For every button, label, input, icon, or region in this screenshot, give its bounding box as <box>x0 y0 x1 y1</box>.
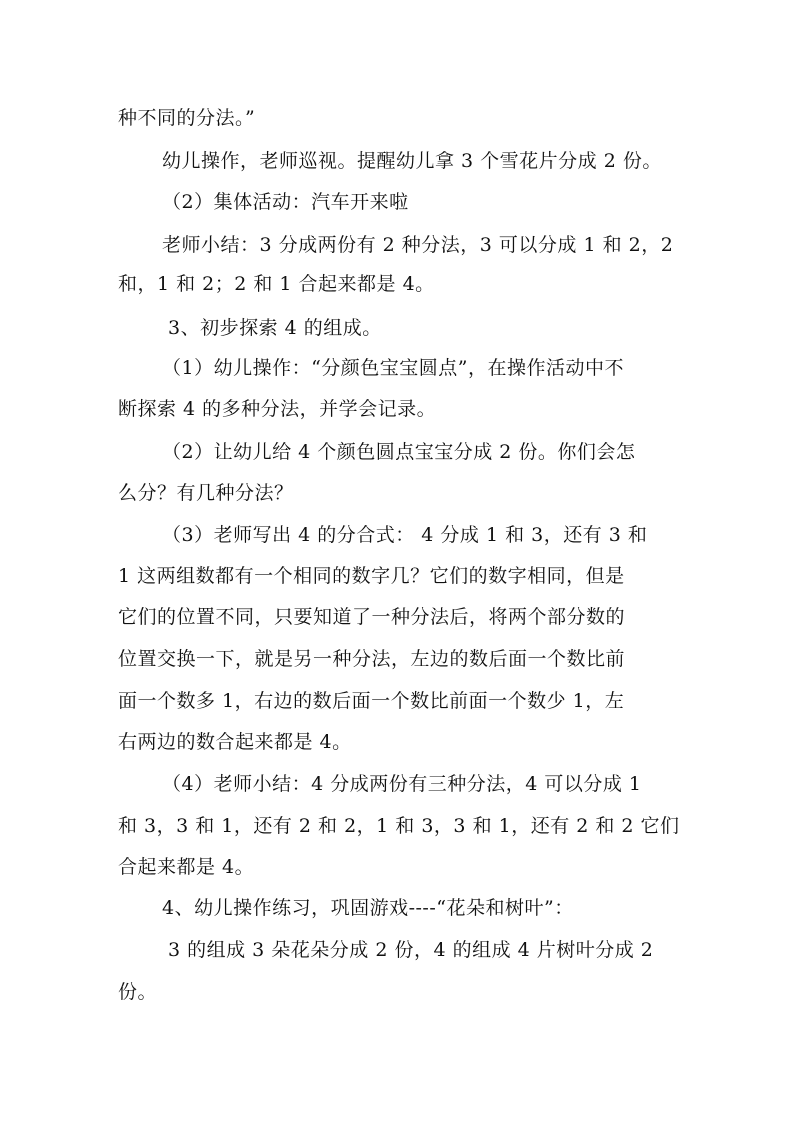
text-line: 和，1 和 2；2 和 1 合起来都是 4。 <box>118 273 435 295</box>
text-line: （3）老师写出 4 的分合式： 4 分成 1 和 3，还有 3 和 <box>162 524 648 546</box>
text-line: 么分？有几种分法？ <box>118 482 294 504</box>
text-line: 3、初步探索 4 的组成。 <box>168 317 382 339</box>
text-line: 幼儿操作，老师巡视。提醒幼儿拿 3 个雪花片分成 2 份。 <box>162 150 662 172</box>
text-line: 断探索 4 的多种分法，并学会记录。 <box>118 398 437 420</box>
text-line: 3 的组成 3 朵花朵分成 2 份，4 的组成 4 片树叶分成 2 <box>168 939 654 961</box>
text-line: （4）老师小结：4 分成两份有三种分法，4 可以分成 1 <box>162 773 642 795</box>
text-line: 面一个数多 1，右边的数后面一个数比前面一个数少 1，左 <box>118 690 625 712</box>
text-line: 4、幼儿操作练习，巩固游戏----“花朵和树叶”： <box>162 897 574 919</box>
text-line: （2）让幼儿给 4 个颜色圆点宝宝分成 2 份。你们会怎 <box>162 441 636 463</box>
text-line: 种不同的分法。” <box>118 107 256 129</box>
text-line: （2）集体活动：汽车开来啦 <box>162 191 409 213</box>
text-line: （1）幼儿操作：“分颜色宝宝圆点”，在操作活动中不 <box>162 357 625 379</box>
text-line: 和 3，3 和 1，还有 2 和 2，1 和 3，3 和 1，还有 2 和 2 它们 <box>118 815 680 837</box>
text-line: 它们的位置不同，只要知道了一种分法后，将两个部分数的 <box>118 606 626 628</box>
text-line: 老师小结：3 分成两份有 2 种分法，3 可以分成 1 和 2，2 <box>162 234 674 256</box>
text-line: 位置交换一下，就是另一种分法，左边的数后面一个数比前 <box>118 648 626 670</box>
text-line: 右两边的数合起来都是 4。 <box>118 731 352 753</box>
text-line: 合起来都是 4。 <box>118 856 255 878</box>
text-line: 份。 <box>118 981 158 1003</box>
text-line: 1 这两组数都有一个相同的数字几？它们的数字相同，但是 <box>118 565 625 587</box>
